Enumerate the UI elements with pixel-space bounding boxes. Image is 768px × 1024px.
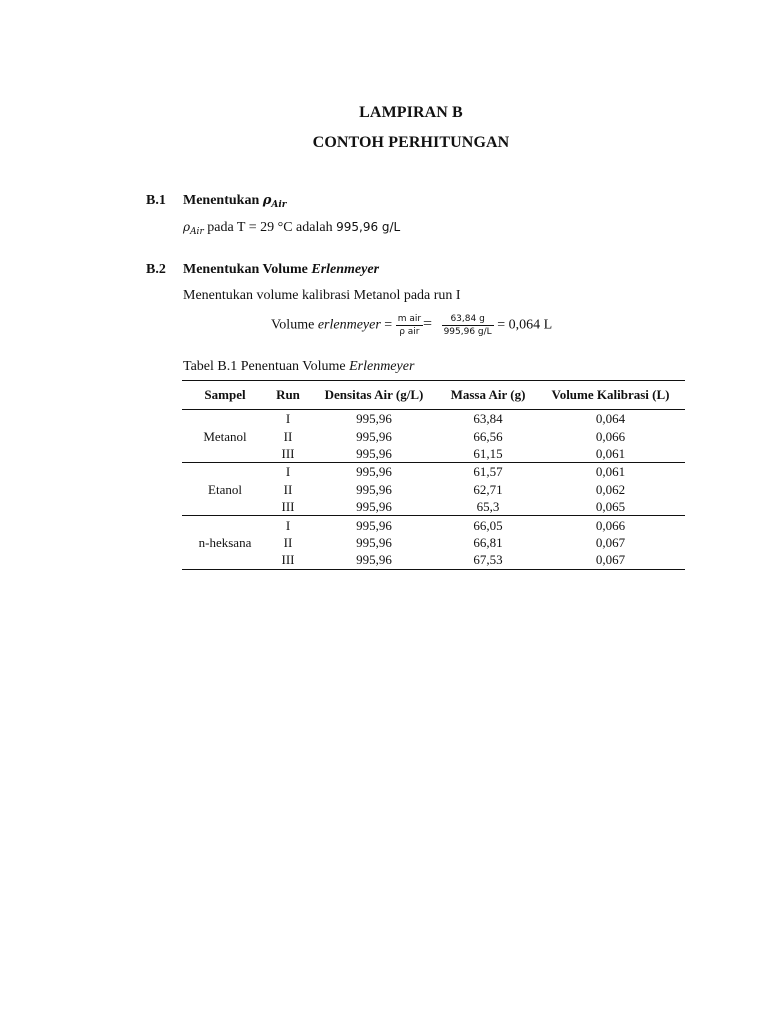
header-run: Run [268,381,308,410]
table-row [182,516,685,534]
table-row [182,463,685,481]
mass-cell: 61,15 [440,445,536,463]
density-cell: 995,96 [356,534,392,550]
appendix-subtitle: CONTOH PERHITUNGAN [312,134,510,151]
mass-cell: 61,57 [473,464,503,480]
density-cell: 995,96 [308,551,440,569]
run-cell: II [283,428,293,444]
density-cell: 995,96 [308,445,440,463]
fraction2-numerator: 63,84 g [442,313,494,326]
density-cell: 995,96 [356,517,392,533]
density-value: 995,96 g/L [336,220,401,234]
volume-cell: 0,064 [595,411,626,427]
section-b2-number: B.2 [146,262,166,277]
appendix-title: LAMPIRAN B [359,104,463,121]
sample-cell: Metanol [182,410,268,463]
fraction1-numerator: m air [397,314,422,324]
equation-equals-2: = [423,315,433,333]
rho-symbol [263,193,287,208]
fraction-values [442,313,494,338]
header-volume: Volume Kalibrasi (L) [536,381,685,410]
mass-cell: 62,71 [473,481,503,497]
rho-air-char: ρ [183,220,191,234]
density-cell: 995,96 [308,498,440,516]
rho-air-symbol [183,220,204,237]
run-cell: II [283,534,293,550]
rho-subscript: Air [271,200,287,210]
sample-cell: n-heksana [182,516,268,569]
fraction1-denominator: ρ air [399,327,420,337]
equation-equals-1: = [384,317,393,333]
volume-cell: 0,061 [536,445,685,463]
volume-cell: 0,065 [536,498,685,516]
table-caption-italic: Erlenmeyer [349,359,415,374]
mass-cell: 66,05 [473,517,503,533]
header-densitas: Densitas Air (g/L) [308,381,440,410]
volume-equation [271,313,552,338]
density-statement: pada T = 29 °C adalah [207,220,333,235]
mass-cell: 66,81 [473,534,503,550]
rho-air-subscript: Air [190,227,204,237]
volume-cell: 0,067 [595,534,626,550]
calibration-table [182,380,685,570]
section-b1-line [183,220,400,237]
density-cell: 995,96 [356,464,392,480]
sample-cell: Etanol [182,463,268,516]
table-header-row [182,381,685,410]
mass-cell: 67,53 [440,551,536,569]
run-cell: I [285,464,291,480]
section-b1-number: B.1 [146,193,166,208]
section-b2-title-text: Menentukan Volume [183,262,308,277]
density-cell: 995,96 [356,428,392,444]
run-cell: II [283,481,293,497]
mass-cell: 65,3 [440,498,536,516]
run-cell: III [268,551,308,569]
fraction-mass-over-density [396,313,423,338]
volume-cell: 0,066 [595,428,626,444]
volume-cell: 0,066 [595,517,626,533]
table-caption [183,359,414,375]
fraction2-denominator: 995,96 g/L [443,327,492,337]
run-cell: I [285,411,291,427]
rho-symbol-char: ρ [262,193,272,208]
header-sampel: Sampel [182,381,268,410]
run-cell: I [285,517,291,533]
volume-cell: 0,067 [536,551,685,569]
volume-cell: 0,062 [595,481,626,497]
section-b2-title [183,262,379,278]
table-caption-text: Tabel B.1 Penentuan Volume [183,359,346,374]
mass-cell: 63,84 [473,411,503,427]
section-b2-intro: Menentukan volume kalibrasi Metanol pada run I [183,288,461,303]
run-cell: III [268,445,308,463]
equation-result: = 0,064 L [497,317,553,333]
section-b2-title-italic: Erlenmeyer [311,262,380,277]
header-massa: Massa Air (g) [440,381,536,410]
section-b1-title-text: Menentukan [183,193,260,208]
mass-cell: 66,56 [473,428,503,444]
density-cell: 995,96 [356,481,392,497]
table-row [182,410,685,428]
equation-lhs: Volume [271,317,315,333]
section-b1-title [183,193,287,210]
volume-cell: 0,061 [595,464,626,480]
equation-lhs-italic: erlenmeyer [317,317,381,333]
density-cell: 995,96 [356,411,392,427]
run-cell: III [268,498,308,516]
